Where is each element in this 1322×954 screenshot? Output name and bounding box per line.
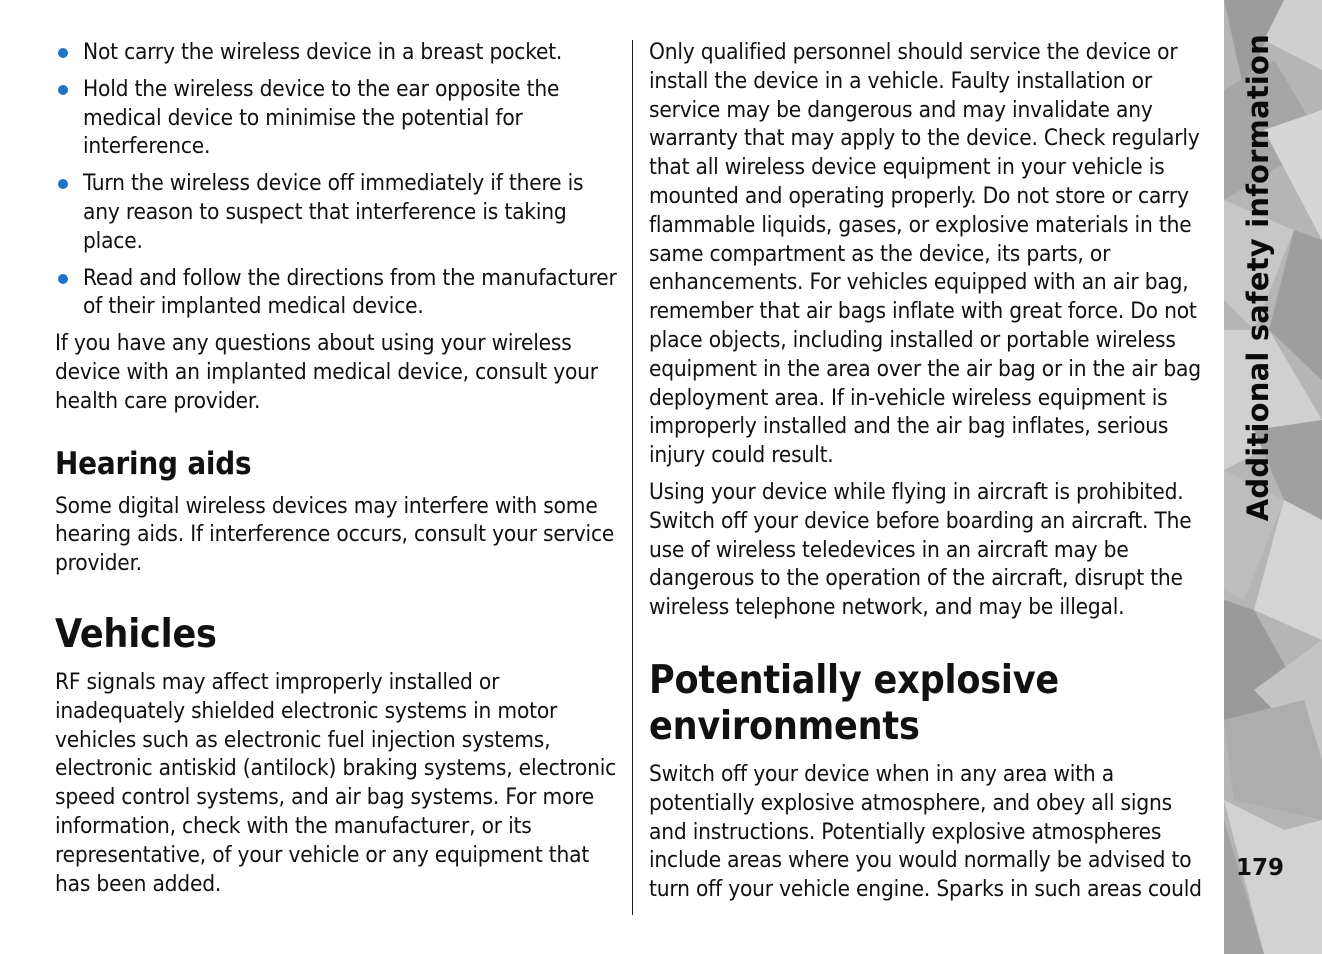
list-item [55, 38, 620, 67]
hearing-aids-paragraph: Some digital wireless devices may interfere with some hearing aids. If interference occurs, consult your service provider. [55, 492, 615, 577]
list-item [55, 264, 620, 322]
right-column [649, 38, 1214, 912]
hearing-aids-heading: Hearing aids [55, 445, 252, 482]
left-column [55, 38, 620, 906]
questions-paragraph: If you have any questions about using your wireless device with an implanted medical device, consult your health care provider. [55, 330, 598, 414]
explosive-environments-heading: Potentially explosive environments [649, 657, 1060, 749]
vehicles-heading: Vehicles [55, 611, 217, 657]
service-paragraph: Only qualified personnel should service the device or install the device in a vehicle. Faulty installation or service may be dangerous and may invalidate any warranty that may apply to the device. Check regularly that all wireless device equipment in your vehicle is mounted and operating properly. Do not store or carry flammable liquids, gases, or explosive materials in the same compartment as the device, its parts, or enhancements. For vehicles equipped with an air bag, remember that air bags inflate with great force. Do not place objects, including installed or portable wireless equipment in the area over the air bag or in the air bag deployment area. If in-vehicle wireless equipment is improperly installed and the air bag inflates, serious injury could result. [649, 39, 1201, 469]
sidebar-title-text: Additional safety information [1241, 33, 1275, 522]
list-item-text: Hold the wireless device to the ear opposite the medical device to minimise the potential for interference. [83, 75, 560, 160]
bullet-list [55, 38, 620, 321]
explosive-environments-paragraph: Switch off your device when in any area with a potentially explosive atmosphere, and obey all signs and instructions. Potentially explosive atmospheres include areas where you would normally be advised to turn off your vehicle engine. Sparks in such areas could [649, 760, 1202, 903]
list-item-text: Read and follow the directions from the manufacturer of their implanted medical device. [83, 264, 617, 320]
list-item-text: Not carry the wireless device in a breast pocket. [83, 39, 563, 65]
aircraft-paragraph: Using your device while flying in aircraft is prohibited. Switch off your device before boarding an aircraft. The use of wireless teledevices in an aircraft may be dangerous to the operation of the aircraft, disrupt the wireless telephone network, and may be illegal. [649, 478, 1192, 621]
bullet-dot-icon [58, 274, 68, 284]
list-item-text: Turn the wireless device off immediately if there is any reason to suspect that interference is taking place. [83, 170, 584, 254]
bullet-dot-icon [58, 48, 68, 58]
bullet-dot-icon [58, 179, 68, 189]
page-number: 179 [1236, 855, 1285, 881]
column-divider [632, 40, 633, 915]
list-item [55, 169, 620, 255]
list-item [55, 75, 620, 161]
vehicles-paragraph: RF signals may affect improperly installed or inadequately shielded electronic systems in motor vehicles such as electronic fuel injection systems, electronic antiskid (antilock) braking systems, electronic speed control systems, and air bag systems. For more information, check with the manufacturer, or its representative, of your vehicle or any equipment that has been added. [55, 668, 617, 897]
sidebar-title [1238, 33, 1278, 522]
bullet-dot-icon [58, 85, 68, 95]
